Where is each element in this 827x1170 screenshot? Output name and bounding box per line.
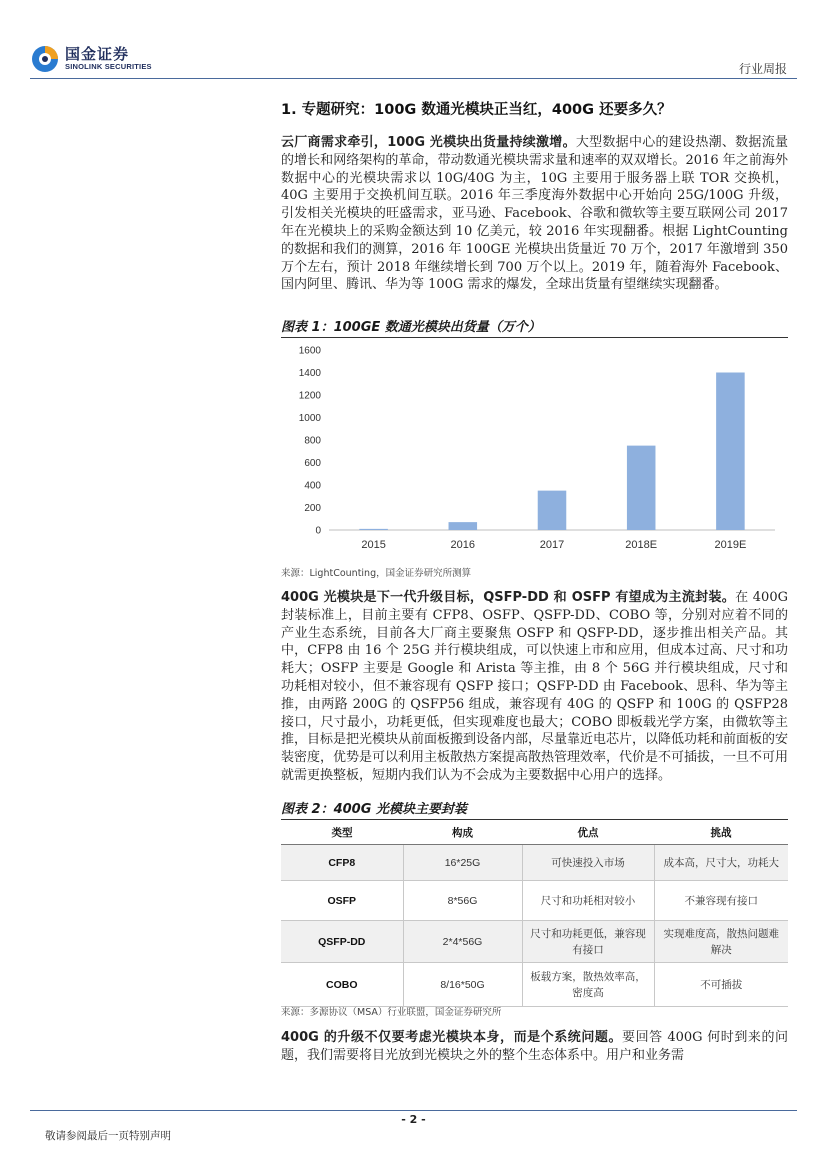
- table-row: [281, 881, 788, 921]
- paragraph-lead: 400G 的升级不仅要考虑光模块本身，而是个系统问题。: [281, 1030, 623, 1045]
- cell-cons: 成本高，尺寸大，功耗大: [654, 845, 788, 881]
- y-tick-label: 1600: [298, 345, 321, 357]
- y-tick-label: 600: [304, 458, 321, 469]
- cell-spec: 16*25G: [403, 845, 522, 881]
- x-tick-label: 2016: [450, 539, 476, 551]
- cell-spec: 2*4*56G: [403, 921, 522, 963]
- cell-pros: 尺寸和功耗相对较小: [522, 881, 654, 921]
- figure-1-source: 来源：LightCounting，国金证券研究所测算: [281, 568, 472, 579]
- y-tick-label: 400: [304, 480, 321, 492]
- x-tick-label: 2019E: [714, 539, 747, 551]
- cell-type: CFP8: [281, 845, 403, 881]
- logo-chinese-name: 国金证券: [65, 45, 130, 63]
- bar-2019E: [716, 373, 745, 531]
- cell-type: QSFP-DD: [281, 921, 403, 963]
- paragraph-system-issue: [281, 1029, 788, 1065]
- paragraph-400g-packaging: [281, 589, 788, 785]
- column-header-pros: 优点: [522, 820, 654, 845]
- bar-2017: [538, 491, 567, 530]
- cell-pros: 尺寸和功耗更低，兼容现有接口: [522, 921, 654, 963]
- figure-2-title: 图表 2：400G 光模块主要封装: [281, 798, 788, 820]
- x-tick-label: 2015: [361, 539, 386, 551]
- y-tick-label: 1000: [298, 413, 321, 424]
- paragraph-body: 大型数据中心的建设热潮、数据流量的增长和网络架构的革命，带动数通光模块需求量和速率的双双增长。2016 年之前海外数据中心的光模块需求以 10G/40G 为主，10G 主要用于服务器上联 TOR 交换机，40G 主要用于交换机间互联。2016 年三季度海外数据中心开始向 25G/100G 升级，引发相关光模块的旺盛需求，亚马逊、Facebook、谷歌和微软等主要互联网公司 2017 年在光模块上的采购金额达到 10 亿美元，较 2016 年实现翻番。根据 LightCounting 的数据和我们的测算，2016 年 100GE 光模块出货量近 70 万个，2017 年激增到 350 万个左右，预计 2018 年继续增长到 700 万个以上。2019 年，随着海外 Facebook、国内阿里、腾讯、华为等 100G 需求的爆发，全球出货量有望继续实现翻番。: [281, 135, 788, 293]
- paragraph-body: 要回答 400G 何时到来的问题，我们需要将目光放到光模块之外的整个生态体系中。用户和业务需: [281, 1030, 788, 1063]
- cell-spec: 8*56G: [403, 881, 522, 921]
- logo-english-name: SINOLINK SECURITIES: [65, 62, 152, 71]
- column-header-spec: 构成: [403, 820, 522, 845]
- figure-2-source: 来源：多源协议（MSA）行业联盟，国金证券研究所: [281, 1007, 502, 1018]
- paragraph-lead: 400G 光模块是下一代升级目标，QSFP-DD 和 OSFP 有望成为主流封装。: [281, 590, 736, 605]
- shipment-bar-chart: [281, 338, 788, 558]
- x-tick-label: 2017: [539, 539, 565, 551]
- table-row: [281, 963, 788, 1007]
- table-row: [281, 921, 788, 963]
- header-divider: [30, 78, 797, 79]
- cell-cons: 实现难度高，散热问题难解决: [654, 921, 788, 963]
- figure-1-title: 图表 1：100GE 数通光模块出货量（万个）: [281, 316, 788, 338]
- cell-cons: 不可插拔: [654, 963, 788, 1007]
- cell-pros: 板载方案，散热效率高，密度高: [522, 963, 654, 1007]
- bar-2015: [359, 529, 388, 530]
- cell-type: COBO: [281, 963, 403, 1007]
- section-title: 1. 专题研究：100G 数通光模块正当红，400G 还要多久？: [281, 102, 672, 118]
- cell-spec: 8/16*50G: [403, 963, 522, 1007]
- y-tick-label: 1200: [298, 390, 321, 402]
- paragraph-body: 在 400G 封装标准上，目前主要有 CFP8、OSFP、QSFP-DD、COBO 等，分别对应着不同的产业生态系统，目前各大厂商主要聚焦 OSFP 和 QSFP-DD，逐步推出相关产品。其中，CFP8 由 16 个 25G 并行模块组成，可以快速上市和应用，但成本过高、尺寸和功耗大；OSFP 主要是 Google 和 Arista 等主推，由 8 个 56G 并行模块组成，尺寸和功耗相对较小，但不兼容现有 QSFP 接口；QSFP-DD 由 Facebook、思科、华为等主推，由两路 200G 的 QSFP56 组成，兼容现有 40G 的 QSFP 和 100G 的 QSFP28 接口，尺寸最小，功耗更低，但实现难度也最大；COBO 即板载光学方案，由微软等主推，目标是把光模块从前面板搬到设备内部，尽量靠近电芯片，以降低功耗和前面板的安装密度，优势是可以利用主板散热方案提高散热管理效率，代价是不可插拔，一旦不可用就需更换整板，短期内我们认为不会成为主要数据中心用户的选择。: [281, 590, 789, 783]
- cell-pros: 可快速投入市场: [522, 845, 654, 881]
- bar-2016: [449, 522, 478, 530]
- sinolink-logo-icon: [30, 44, 60, 74]
- x-tick-label: 2018E: [625, 539, 658, 551]
- cell-type: OSFP: [281, 881, 403, 921]
- table-header-row: [281, 820, 788, 845]
- report-type-label: 行业周报: [738, 62, 787, 76]
- column-header-cons: 挑战: [654, 820, 788, 845]
- footer-divider: [30, 1110, 797, 1111]
- page-number: - 2 -: [401, 1113, 426, 1126]
- paragraph-lead: 云厂商需求牵引，100G 光模块出货量持续激增。: [281, 135, 576, 150]
- bar-2018E: [627, 446, 656, 530]
- y-tick-label: 200: [304, 503, 321, 514]
- paragraph-demand: [281, 134, 788, 294]
- disclaimer-note: 敬请参阅最后一页特别声明: [45, 1130, 171, 1142]
- column-header-type: 类型: [281, 820, 403, 845]
- table-row: [281, 845, 788, 881]
- y-tick-label: 0: [315, 525, 321, 537]
- packaging-table: [281, 820, 788, 1007]
- cell-cons: 不兼容现有接口: [654, 881, 788, 921]
- company-logo: [30, 44, 152, 74]
- y-tick-label: 800: [304, 435, 321, 447]
- y-tick-label: 1400: [298, 368, 321, 379]
